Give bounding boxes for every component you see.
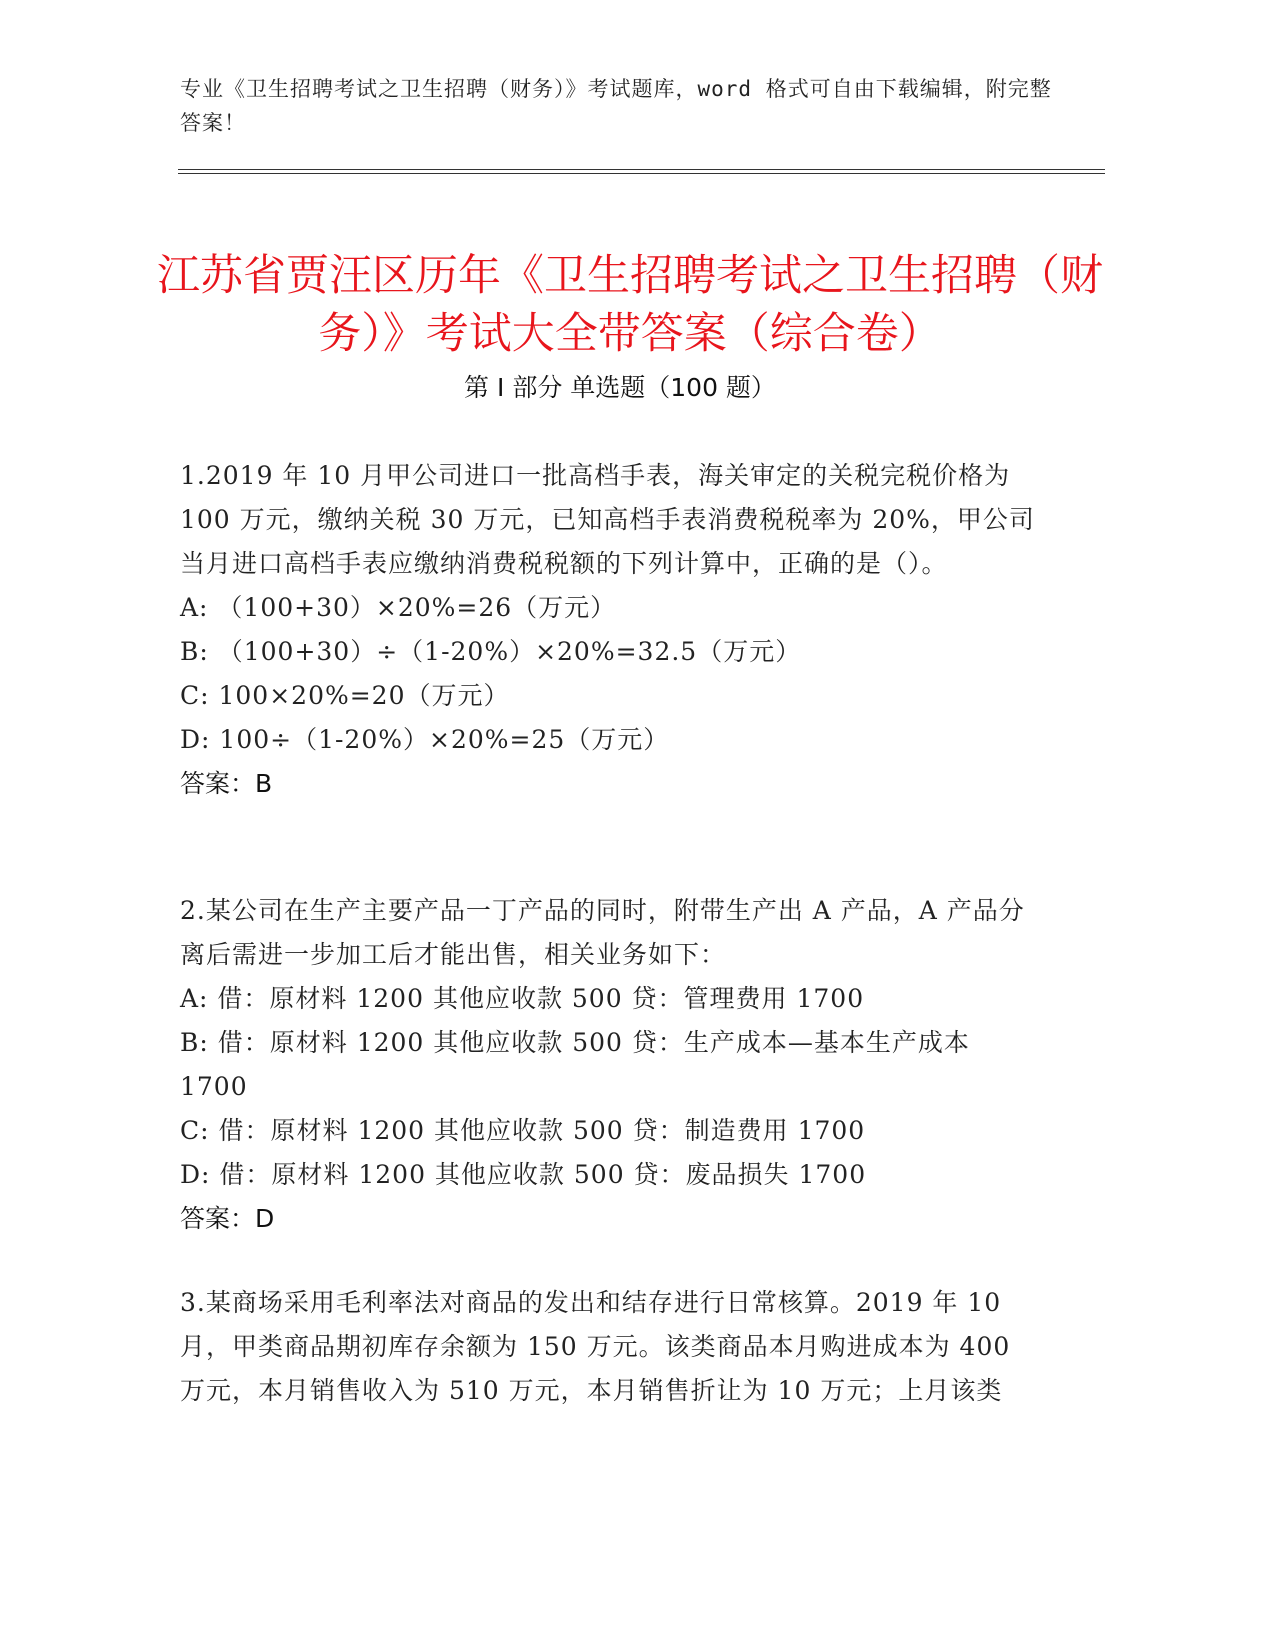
section-heading: 第 I 部分 单选题（100 题） (464, 373, 776, 402)
header-divider (178, 169, 1105, 174)
header-note: 专业《卫生招聘考试之卫生招聘（财务）》考试题库，word 格式可自由下载编辑，附完整答案！ (180, 77, 1052, 135)
question-2 (180, 889, 1040, 1241)
option-b: B: （100+30）÷（1-20%）×20%=32.5（万元） (180, 637, 802, 666)
option-d: D: 100÷（1-20%）×20%=25（万元） (180, 725, 670, 754)
option-a: A: （100+30）×20%=26（万元） (180, 593, 617, 622)
question-text: 3.某商场采用毛利率法对商品的发出和结存进行日常核算。2019 年 10 月，甲类商品期初库存余额为 150 万元。该类商品本月购进成本为 400 万元，本月销售收入为 510 万元，本月销售折让为 10 万元；上月该类 (180, 1288, 1011, 1405)
option-c: C: 100×20%=20（万元） (180, 681, 510, 710)
option-d: D: 借：原材料 1200 其他应收款 500 贷：废品损失 1700 (180, 1160, 867, 1189)
question-text: 1.2019 年 10 月甲公司进口一批高档手表，海关审定的关税完税价格为 100 万元，缴纳关税 30 万元，已知高档手表消费税税率为 20%，甲公司当月进口高档手表应缴纳消费税税额的下列计算中，正确的是（）。 (180, 461, 1035, 578)
answer: 答案：B (180, 769, 273, 798)
question-text: 2.某公司在生产主要产品一丁产品的同时，附带生产出 A 产品，A 产品分离后需进一步加工后才能出售，相关业务如下： (180, 896, 1025, 969)
option-a: A: 借：原材料 1200 其他应收款 500 贷：管理费用 1700 (180, 984, 865, 1013)
option-b: B: 借：原材料 1200 其他应收款 500 贷：生产成本—基本生产成本 1700 (180, 1028, 970, 1101)
document-title: 江苏省贾汪区历年《卫生招聘考试之卫生招聘（财务）》考试大全带答案（综合卷） (157, 250, 1103, 359)
answer: 答案：D (180, 1204, 275, 1233)
question-1 (180, 454, 1040, 806)
option-c: C: 借：原材料 1200 其他应收款 500 贷：制造费用 1700 (180, 1116, 866, 1145)
question-3 (180, 1281, 1040, 1413)
